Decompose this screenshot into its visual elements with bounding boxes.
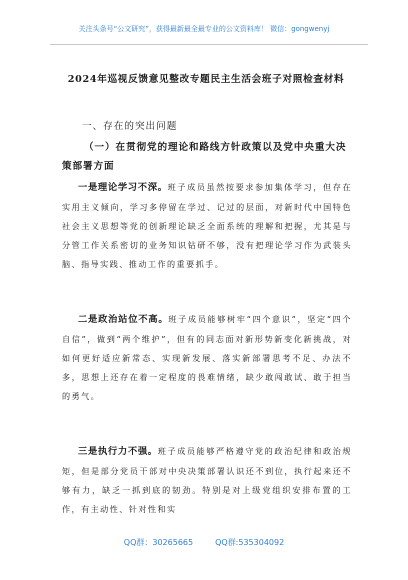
paragraph-text: 班子成员能够严格遵守党的政治纪律和政治规矩，但是部分党员干部对中央决策部署认识还不到位，执行起来还不够有力，缺乏一抓到底的韧劲。特别是对上级党组织安排布置的工作，有主动性、针对性和实: [62, 446, 352, 514]
paragraph-3: [62, 442, 352, 519]
footer-qq-group-2[interactable]: QQ群:535304092: [215, 538, 285, 547]
paragraph-2: [62, 310, 352, 406]
promo-banner[interactable]: 关注头条号“公文研究”，获得最新最全最专业的公文资料库！ 微信：gongwenyj: [78, 25, 330, 33]
paragraph-lead: 三是执行力不强。: [78, 446, 158, 457]
section-heading: 一、存在的突出问题: [82, 121, 178, 132]
paragraph-1: [62, 178, 352, 274]
paragraph-lead: 二是政治站位不高。: [78, 314, 169, 325]
paragraph-lead: 一是理论学习不深。: [78, 182, 168, 193]
footer-contacts: [0, 537, 408, 548]
footer-qq-group-1[interactable]: QQ群：30265665: [123, 538, 194, 547]
paragraph-text: 班子成员能够树牢“四个意识”，坚定“四个自信”，做到“两个维护”，但有的同志面对新形势新变化新挑战，对如何更好适应新常态、实现新发展、落实新部署思考不足、办法不多，思想上还存在着一定程度的畏难情绪，缺少敢闯敢试、敢于担当的勇气。: [62, 314, 352, 401]
paragraph-text: 班子成员虽然按要求参加集体学习，但存在实用主义倾向，学习多停留在学过、记过的层面，对新时代中国特色社会主义思想等党的创新理论缺乏全面系统的理解和把握，尤其是与分管工作关系密切的业务知识钻研不够，没有把理论学习作为武装头脑、指导实践、推动工作的重要抓手。: [62, 182, 352, 269]
subsection-heading: （一）在贯彻党的理论和路线方针政策以及党中央重大决策部署方面: [62, 142, 347, 172]
header-divider: [50, 44, 368, 45]
document-title: 2024年巡视反馈意见整改专题民主生活会班子对照检查材料: [67, 74, 345, 85]
